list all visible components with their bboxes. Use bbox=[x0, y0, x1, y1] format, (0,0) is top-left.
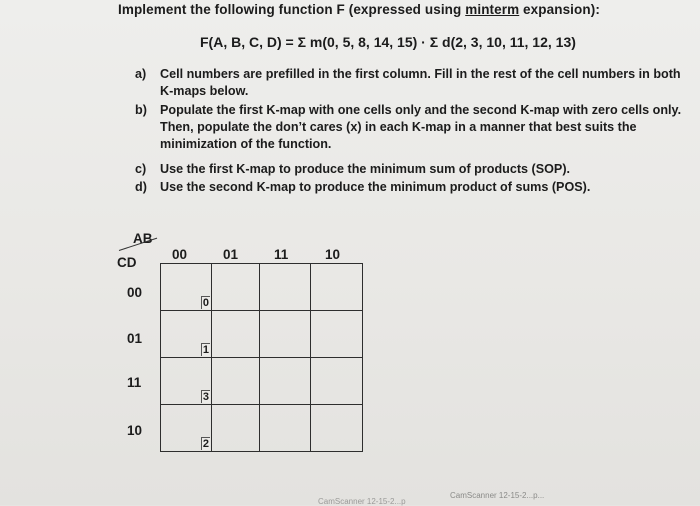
kmap-cell[interactable] bbox=[260, 405, 311, 452]
kmap-cell[interactable] bbox=[212, 405, 260, 452]
question-heading bbox=[118, 2, 600, 17]
kmap-cell[interactable] bbox=[212, 264, 260, 311]
cell-number: 3 bbox=[202, 391, 209, 403]
kmap-cell[interactable] bbox=[311, 358, 363, 405]
kmap-column-header: 00 bbox=[172, 247, 188, 262]
kmap-cell[interactable] bbox=[311, 264, 363, 311]
instruction-label: c) bbox=[135, 162, 147, 176]
kmap-row-header: 01 bbox=[127, 331, 143, 346]
instruction-item-b bbox=[135, 102, 695, 153]
kmap-row-header: 11 bbox=[127, 375, 142, 390]
instruction-label: b) bbox=[135, 103, 147, 117]
kmap-cell[interactable] bbox=[212, 311, 260, 358]
kmap-cell[interactable] bbox=[212, 358, 260, 405]
kmap-cell[interactable] bbox=[161, 311, 212, 358]
scanner-watermark: CamScanner 12-15-2...p... bbox=[450, 491, 545, 500]
cell-number: 1 bbox=[202, 344, 209, 356]
kmap-cell[interactable] bbox=[311, 311, 363, 358]
instruction-text: Use the second K-map to produce the minimum product of sums (POS). bbox=[160, 180, 591, 194]
function-formula: F(A, B, C, D) = Σ m(0, 5, 8, 14, 15) · Σ d(2, 3, 10, 11, 12, 13) bbox=[200, 34, 576, 50]
karnaugh-map bbox=[105, 228, 425, 468]
kmap-cell[interactable] bbox=[161, 405, 212, 452]
kmap-row-variable: CD bbox=[117, 255, 137, 270]
kmap-column-variable: AB bbox=[133, 231, 153, 246]
kmap-cell[interactable] bbox=[161, 264, 212, 311]
kmap-grid bbox=[160, 263, 363, 452]
kmap-cell[interactable] bbox=[260, 264, 311, 311]
instruction-item-c bbox=[135, 161, 695, 178]
instruction-item-a bbox=[135, 66, 695, 100]
heading-prefix: Implement the following function F (expressed using bbox=[118, 2, 466, 17]
heading-underlined-term: minterm bbox=[465, 2, 520, 17]
kmap-cell[interactable] bbox=[161, 358, 212, 405]
kmap-row-header: 00 bbox=[127, 285, 143, 300]
instruction-list bbox=[135, 66, 695, 196]
instruction-text: Populate the first K-map with one cells only and the second K-map with zero cells only. Then, populate the don’t cares (x) in each K-map in a manner that best suits the minimization of the function. bbox=[160, 103, 682, 151]
kmap-column-header: 10 bbox=[325, 247, 341, 262]
instruction-item-d bbox=[135, 179, 695, 196]
kmap-cell[interactable] bbox=[311, 405, 363, 452]
scanner-watermark: CamScanner 12-15-2...p bbox=[318, 497, 406, 506]
instruction-label: d) bbox=[135, 180, 147, 194]
cell-number: 0 bbox=[202, 297, 209, 309]
kmap-column-header: 11 bbox=[274, 247, 289, 262]
instruction-text: Use the first K-map to produce the minimum sum of products (SOP). bbox=[160, 162, 571, 176]
kmap-cell[interactable] bbox=[260, 358, 311, 405]
kmap-cell[interactable] bbox=[260, 311, 311, 358]
heading-suffix: expansion): bbox=[519, 2, 600, 17]
kmap-column-header: 01 bbox=[223, 247, 239, 262]
cell-number: 2 bbox=[202, 438, 209, 450]
instruction-text: Cell numbers are prefilled in the first column. Fill in the rest of the cell numbers in both K-maps below. bbox=[160, 67, 681, 98]
instruction-label: a) bbox=[135, 67, 147, 81]
kmap-row-header: 10 bbox=[127, 423, 143, 438]
